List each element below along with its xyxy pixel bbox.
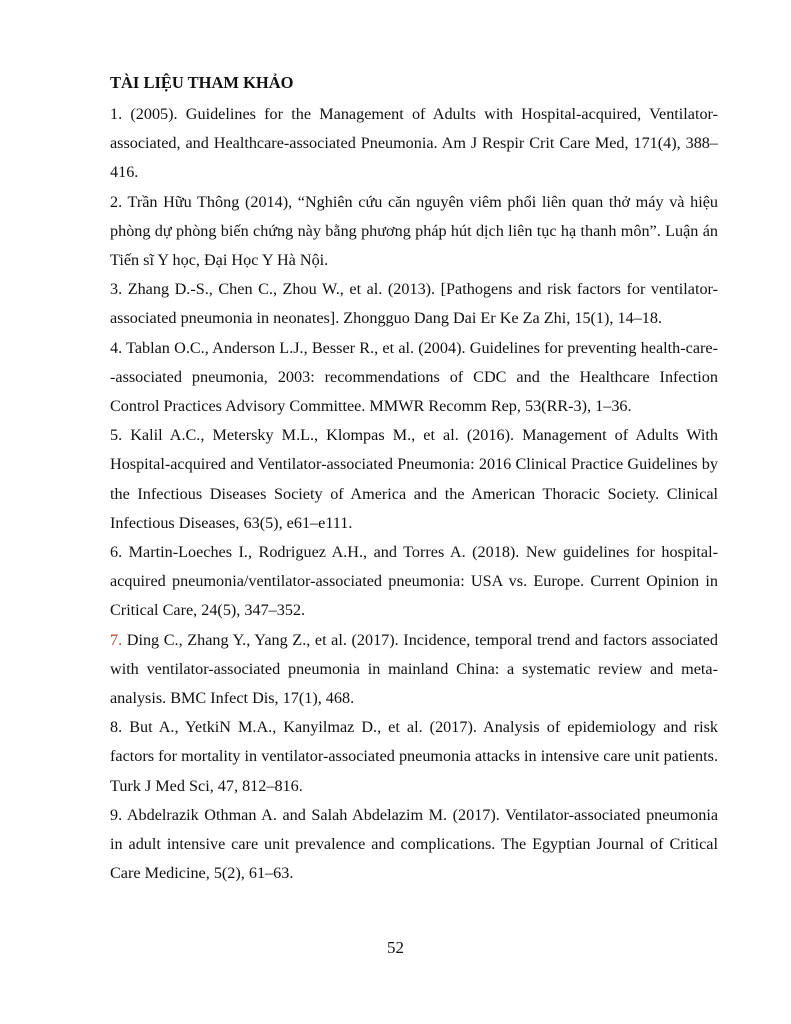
reference-number: 6. bbox=[110, 543, 123, 562]
references-heading: TÀI LIỆU THAM KHẢO bbox=[110, 73, 294, 92]
reference-list bbox=[110, 100, 718, 888]
reference-number: 3. bbox=[110, 280, 123, 299]
reference-number: 8. bbox=[110, 718, 123, 737]
reference-item-6 bbox=[110, 538, 718, 626]
reference-text: Ding C., Zhang Y., Yang Z., et al. (2017). Incidence, temporal trend and factors associated with ventilator-associated pneumonia in mainland China: a systematic review and meta-analysis. BMC Infect Dis, 17(1), 468. bbox=[110, 630, 718, 708]
reference-number: 1. bbox=[110, 105, 123, 123]
page-number: 52 bbox=[387, 938, 404, 957]
reference-text: Martin-Loeches I., Rodriguez A.H., and Torres A. (2018). New guidelines for hospital-acquired pneumonia/ventilator-associated pneumonia: USA vs. Europe. Current Opinion in Critical Care, 24(5), 347–352. bbox=[110, 543, 718, 620]
reference-text: Abdelrazik Othman A. and Salah Abdelazim M. (2017). Ventilator-associated pneumonia in adult intensive care unit prevalence and complications. The Egyptian Journal of Critical Care Medicine, 5(2), 61–63. bbox=[110, 805, 719, 883]
reference-item-4 bbox=[110, 334, 718, 422]
reference-text: Kalil A.C., Metersky M.L., Klompas M., et al. (2016). Management of Adults With Hospital-acquired and Ventilator-associated Pneumonia: 2016 Clinical Practice Guidelines by the Infectious Diseases Society of America and the American Thoracic Society. Clinical Infectious Diseases, 63(5), e61–e111. bbox=[110, 426, 719, 532]
reference-text: Zhang D.-S., Chen C., Zhou W., et al. (2013). [Pathogens and risk factors for ventilator-associated pneumonia in neonates]. Zhongguo Dang Dai Er Ke Za Zhi, 15(1), 14–18. bbox=[110, 280, 719, 328]
reference-number: 4. bbox=[110, 338, 123, 357]
reference-text: Trần Hữu Thông (2014), “Nghiên cứu căn nguyên viêm phổi liên quan thở máy và hiệu phòng dự phòng biến chứng này bằng phương pháp hút dịch liên tục hạ thanh môn”. Luận án Tiến sĩ Y học, Đại Học Y Hà Nội. bbox=[110, 192, 718, 270]
reference-number: 5. bbox=[110, 426, 123, 445]
reference-number: 2. bbox=[110, 192, 123, 211]
reference-text: (2005). Guidelines for the Management of Adults with Hospital-acquired, Ventilator-associated, and Healthcare-associated Pneumonia. Am J Respir Crit Care Med, 171(4), 388–416. bbox=[110, 105, 719, 182]
reference-number-highlighted: 7. bbox=[110, 630, 123, 649]
reference-item-1 bbox=[110, 100, 718, 188]
reference-item-3 bbox=[110, 275, 718, 333]
reference-item-5 bbox=[110, 421, 718, 538]
reference-number: 9. bbox=[110, 805, 123, 824]
reference-item-9 bbox=[110, 801, 718, 889]
page-content bbox=[110, 68, 718, 888]
reference-text: Tablan O.C., Anderson L.J., Besser R., et al. (2004). Guidelines for preventing health-care--associated pneumonia, 2003: recommendations of CDC and the Healthcare Infection Control Practices Advisory Committee. MMWR Recomm Rep, 53(RR-3), 1–36. bbox=[110, 338, 718, 416]
reference-item-7 bbox=[110, 626, 718, 714]
reference-item-8 bbox=[110, 713, 718, 801]
reference-text: But A., YetkiN M.A., Kanyilmaz D., et al. (2017). Analysis of epidemiology and risk factors for mortality in ventilator-associated pneumonia attacks in intensive care unit patients. Turk J Med Sci, 47, 812–816. bbox=[110, 718, 719, 795]
reference-item-2 bbox=[110, 188, 718, 276]
